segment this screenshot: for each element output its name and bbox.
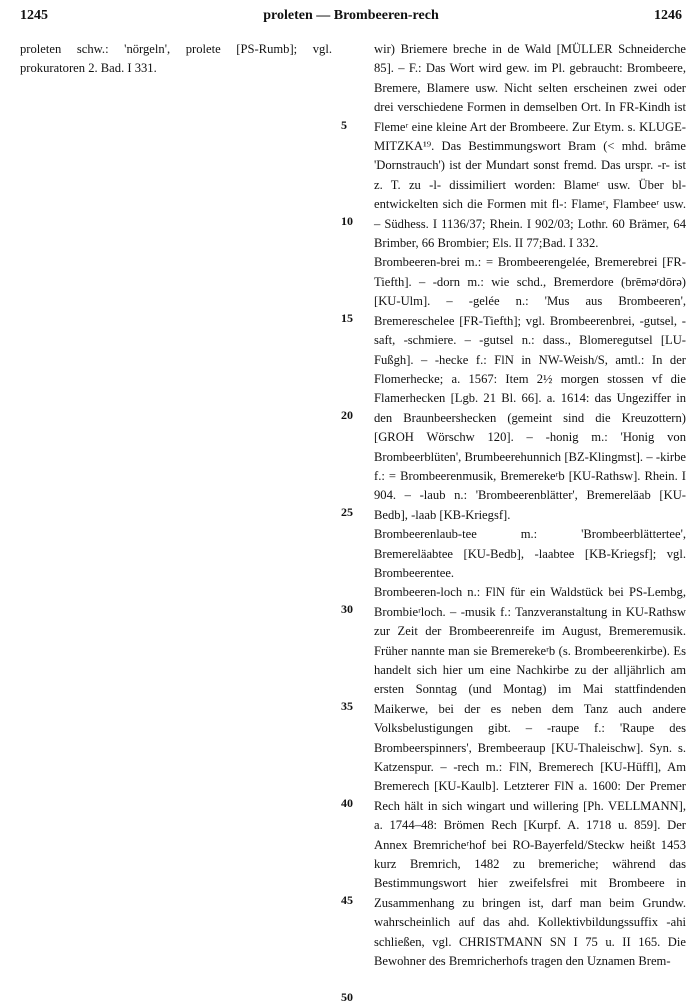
line-number: 20 [341,408,353,422]
page-number-right: 1246 [654,8,682,23]
entry-brombeerenlaub-tee: Brombeerenlaub-tee m.: 'Brombeerblättertee', Bremereläabtee [KU-Bedb], -laabtee [KB-Kriegsf]; vgl. Brombeerentee. [374,527,686,580]
entry-brombeeren-loch: Brombeeren-loch n.: FlN für ein Waldstück bei PS-Lembg, Brombieʳloch. – -musik f.: Tanzveranstaltung in KU-Rathsw zur Zeit der Brombeerenreife im August, Bremeremusik. Früher nannte man sie Bremerekeʳb (s. Brombeerenkirbe). Es handelt sich hier um eine Nachkirbe zu der alljährlich am ersten Sonntag (und Montag) im Mai stattfindenden Maikerwe, bei der es neben dem Tanz auch andere Volksbelustigungen gibt. – -raupe f.: 'Raupe des Brombeerspinners', Brembeeraup [KU-Thaleischw]. Syn. s. Katzenspur. – -rech m.: FlN, Bremerech [KU-Hüffl], Am Bremerech [KU-Kaulb]. Letzterer FlN a. 1600: Der Premer Rech hält in sich wingart und willering [Ph. VELLMANN], a. 1744–48: Brömen Rech [Kurpf. A. 1718 u. 859]. Der Annex Bremricheʳhof bei RO-Bayerfeld/Steckw heißt 1453 kurz Bremrich, 1482 zu bremeriche; während das Bestimmungswort hier zweifelsfrei mit Brombeere in Zusammenhang zu bringen ist, darf man beim Grundw. wahrscheinlich auf das ahd. Kollektivbildungssuffix -ahi schließen, vgl. CHRISTMANN SN I 75 u. II 165. Die Bewohner des Bremricherhofs tragen den Uznamen Brem- [374,585,686,969]
line-number: 5 [341,118,347,132]
line-number: 10 [341,214,353,228]
left-column [20,40,332,79]
right-column [374,40,686,972]
line-number: 35 [341,699,353,713]
line-number: 30 [341,602,353,616]
entry-proleten: proleten schw.: 'nörgeln', prolete [PS-Rumb]; vgl. prokuratoren 2. Bad. I 331. [20,42,332,76]
line-number: 50 [341,990,353,1004]
entry-continuation: wir) Briemere breche in de Wald [MÜLLER Schneiderche 85]. – F.: Das Wort wird gew. im Pl. gebraucht: Brombeere, Bremere, Blamere usw. Nicht selten erscheinen zwei oder drei verschiedene Formen in demselben Ort. In FR-Kindh ist Flemeʳ eine kleine Art der Brombeere. Zur Etym. s. KLUGE-MITZKA¹⁹. Das Bestimmungswort Bram (< mhd. brâme 'Dornstrauch') ist der Mundart sonst fremd. Das urspr. -r- ist z. T. zu -l- dissimiliert worden: Blameʳ usw. Über bl- entwickelten sich die Formen mit fl-: Flameʳ, Flambeeʳ usw. – Südhess. I 1136/37; Rhein. I 902/03; Lothr. 60 Brämer, 64 Brimber, 66 Brombier; Els. II 77;Bad. I 332. [374,42,686,251]
line-number: 40 [341,796,353,810]
page-header [20,6,682,28]
entry-brombeeren-brei: Brombeeren-brei m.: = Brombeerengelée, Bremerebrei [FR-Tiefth]. – -dorn m.: wie schd., Bremerdore (brēmǝʳdōrǝ) [KU-Ulm]. – -gelée n.: 'Mus aus Brombeeren', Bremereschelee [FR-Tiefth]; vgl. Brombeerenbrei, -gutsel, -saft, -schmiere. – -gutsel n.: dass., Blomeregutsel [LU-Fußgh]. – -hecke f.: FlN in NW-Weish/S, amtl.: In der Flomerhecke; a. 1567: Item 2½ morgen stossen vf die Flamerhecken [Lgb. 21 Bl. 66]. a. 1614: das Ungeziffer in den Braunbeershecken (gemeint sind die Kreuzottern) [GROH Wörschw 120]. – -honig m.: 'Honig von Brombeerblüten', Brumbeerehunnich [BZ-Klingmst]. – -kirbe f.: = Brombeerenmusik, Bremerekeʳb [KU-Rathsw]. Rhein. I 904. – -laub n.: 'Brombeerenblätter', Bremereläab [KU-Bedb], -laab [KB-Kriegsf]. [374,255,686,522]
line-number: 25 [341,505,353,519]
line-number: 15 [341,311,353,325]
page-number-left: 1245 [20,8,48,23]
running-title: proleten — Brombeeren-rech [263,8,439,23]
line-number: 45 [341,893,353,907]
